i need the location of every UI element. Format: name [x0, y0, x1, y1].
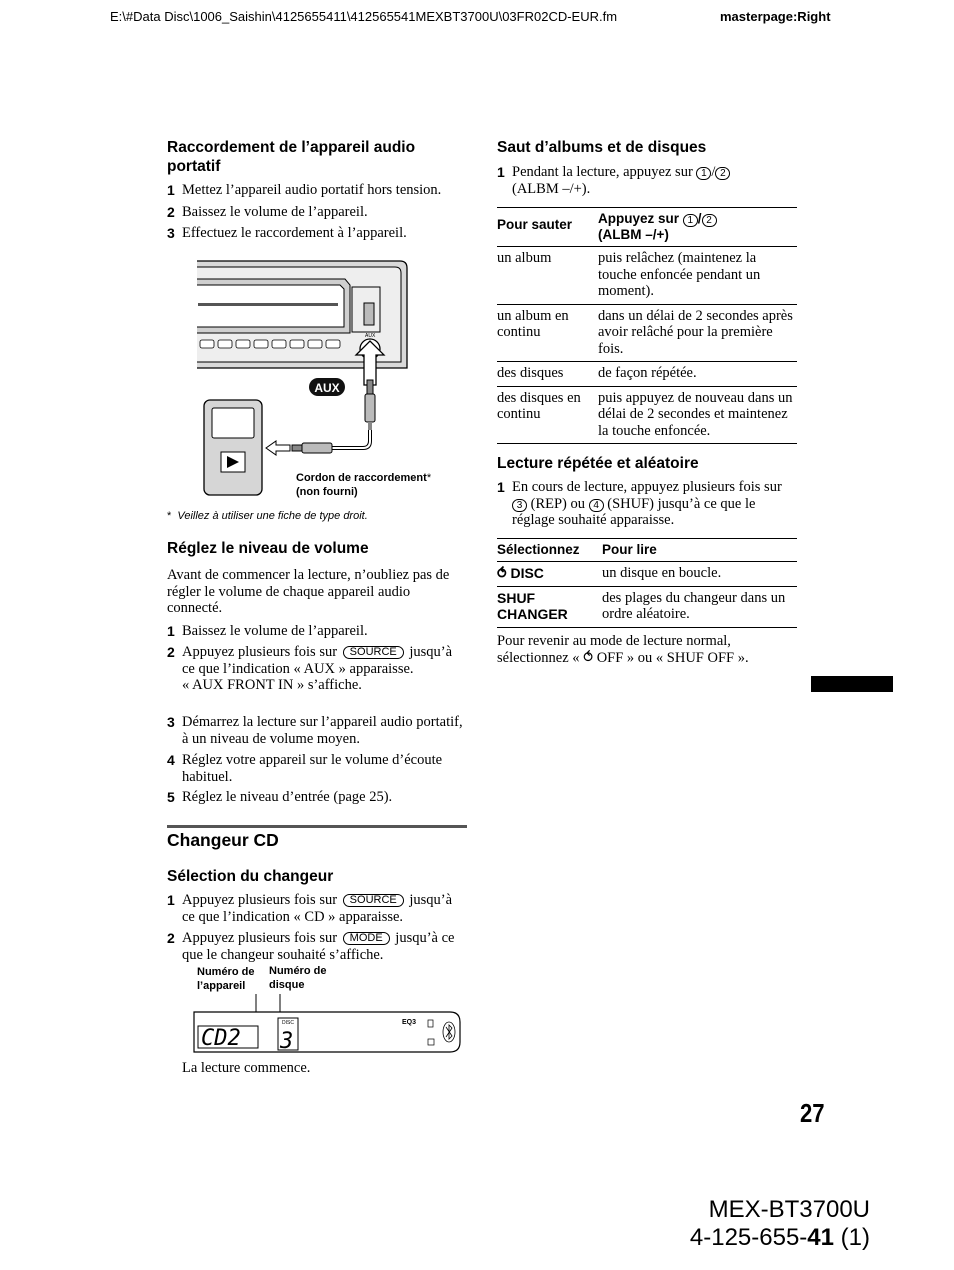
cd-display-illustration [190, 992, 465, 1058]
list-item: 4 Réglez votre appareil sur le volume d’écoute habituel. [167, 752, 443, 785]
list-item: 2 Baissez le volume de l’appareil. [167, 204, 368, 220]
section-title-volume: Réglez le niveau de volume [167, 540, 369, 557]
label-device-number: Numéro de l’appareil [197, 966, 255, 992]
source-button: SOURCE [343, 646, 404, 659]
list-item: 3 Effectuez le raccordement à l’appareil. [167, 225, 407, 241]
button-4: 4 [589, 499, 604, 512]
list-item: 1 En cours de lecture, appuyez plusieurs fois sur 3 (REP) ou 4 (SHUF) jusqu’à ce que le réglage souhaité apparaisse. [497, 479, 782, 528]
subsection-title-changer: Sélection du changeur [167, 868, 334, 885]
list-item: 2 Appuyez plusieurs fois sur SOURCE jusqu’à ce que l’indication « AUX » apparaisse. « AUX FRONT IN » s’affiche. [167, 644, 453, 693]
part-code: 4-125-655-41 (1) [689, 1224, 870, 1251]
page-number: 27 [800, 1098, 825, 1128]
list-item: 1 Pendant la lecture, appuyez sur 1 / 2 (ALBM –/+). [497, 164, 797, 197]
section-title-skip: Saut d’albums et de disques [497, 139, 707, 156]
disc-number: 3 [280, 1029, 294, 1054]
connection-illustration [190, 255, 450, 500]
section-title-repeat: Lecture répétée et aléatoire [497, 455, 699, 472]
display-text: CD2 [201, 1026, 241, 1051]
table-row: des disques de façon répétée. [497, 362, 797, 387]
side-tab-marker [811, 676, 893, 692]
repeat-icon: ⥀ [497, 565, 507, 581]
footnote: * Veillez à utiliser une fiche de type droit. [167, 510, 368, 522]
section-title-cd-changer: Changeur CD [167, 830, 279, 850]
source-button: SOURCE [343, 894, 404, 907]
section-title-portable-audio: Raccordement de l’appareil audio portatif [167, 139, 416, 175]
result-text: La lecture commence. [182, 1060, 311, 1076]
table-row: un album puis relâchez (maintenez la touche enfoncée pendant un moment). [497, 247, 797, 305]
label-disc-number: Numéro de disque [269, 965, 327, 991]
repeat-icon: ⥀ [583, 649, 594, 666]
mode-button: MODE [343, 932, 390, 945]
volume-intro: Avant de commencer la lecture, n’oubliez pas de régler le volume de chaque appareil audio connecté. [167, 567, 450, 616]
aux-jack-label: AUX [365, 333, 376, 339]
repeat-table: Sélectionnez Pour lire ⥀ DISC un disque en boucle. SHUF CHANGER des plages du changeur dans un ordre aléatoire. [497, 538, 797, 628]
repeat-note: Pour revenir au mode de lecture normal, sélectionnez « ⥀ OFF » ou « SHUF OFF ». [497, 633, 749, 666]
table-row: un album en continu dans un délai de 2 secondes après avoir relâché pour la première fois. [497, 304, 797, 362]
aux-badge: AUX [314, 381, 340, 395]
cord-label: Cordon de raccordement* (non fourni) [296, 472, 432, 498]
list-item: 2 Appuyez plusieurs fois sur MODE jusqu’à ce que le changeur souhaité s’affiche. [167, 930, 455, 963]
list-item: 5 Réglez le niveau d’entrée (page 25). [167, 789, 393, 805]
list-item: 3 Démarrez la lecture sur l’appareil audio portatif, à un niveau de volume moyen. [167, 714, 463, 747]
table-row: des disques en continu puis appuyez de nouveau dans un délai de 2 secondes et maintenez la touche enfoncée. [497, 386, 797, 444]
eq-indicator: EQ3 [402, 1019, 417, 1026]
button-3: 3 [512, 499, 527, 512]
list-item: 1 Mettez l’appareil audio portatif hors tension. [167, 182, 442, 198]
model-number: MEX-BT3700U [708, 1196, 870, 1223]
disc-tag: DISC [282, 1020, 294, 1026]
list-item: 1 Baissez le volume de l’appareil. [167, 623, 368, 639]
skip-table: Pour sauter Appuyez sur 1 / 2 (ALBM –/+) un album puis relâchez (maintenez la touche enfoncée pendant un moment). un album en continu dans un délai de 2 secondes après avoir relâché pour la première fois. des disques de façon répétée. des disques en continu puis appuyez de nouveau dans un délai de 2 secondes et maintenez la touche enfoncée. [497, 207, 797, 444]
list-item: 1 Appuyez plusieurs fois sur SOURCE jusqu’à ce que l’indication « CD » apparaisse. [167, 892, 453, 925]
section-rule [167, 825, 467, 828]
masterpage-label: masterpage:Right [720, 9, 831, 24]
button-2: 2 [715, 167, 730, 180]
table-row: SHUF CHANGER des plages du changeur dans un ordre aléatoire. [497, 586, 797, 627]
table-row: ⥀ DISC un disque en boucle. [497, 562, 797, 587]
file-path: E:\#Data Disc\1006_Saishin\4125655411\412565541MEXBT3700U\03FR02CD-EUR.fm [110, 9, 618, 24]
button-1: 1 [696, 167, 711, 180]
